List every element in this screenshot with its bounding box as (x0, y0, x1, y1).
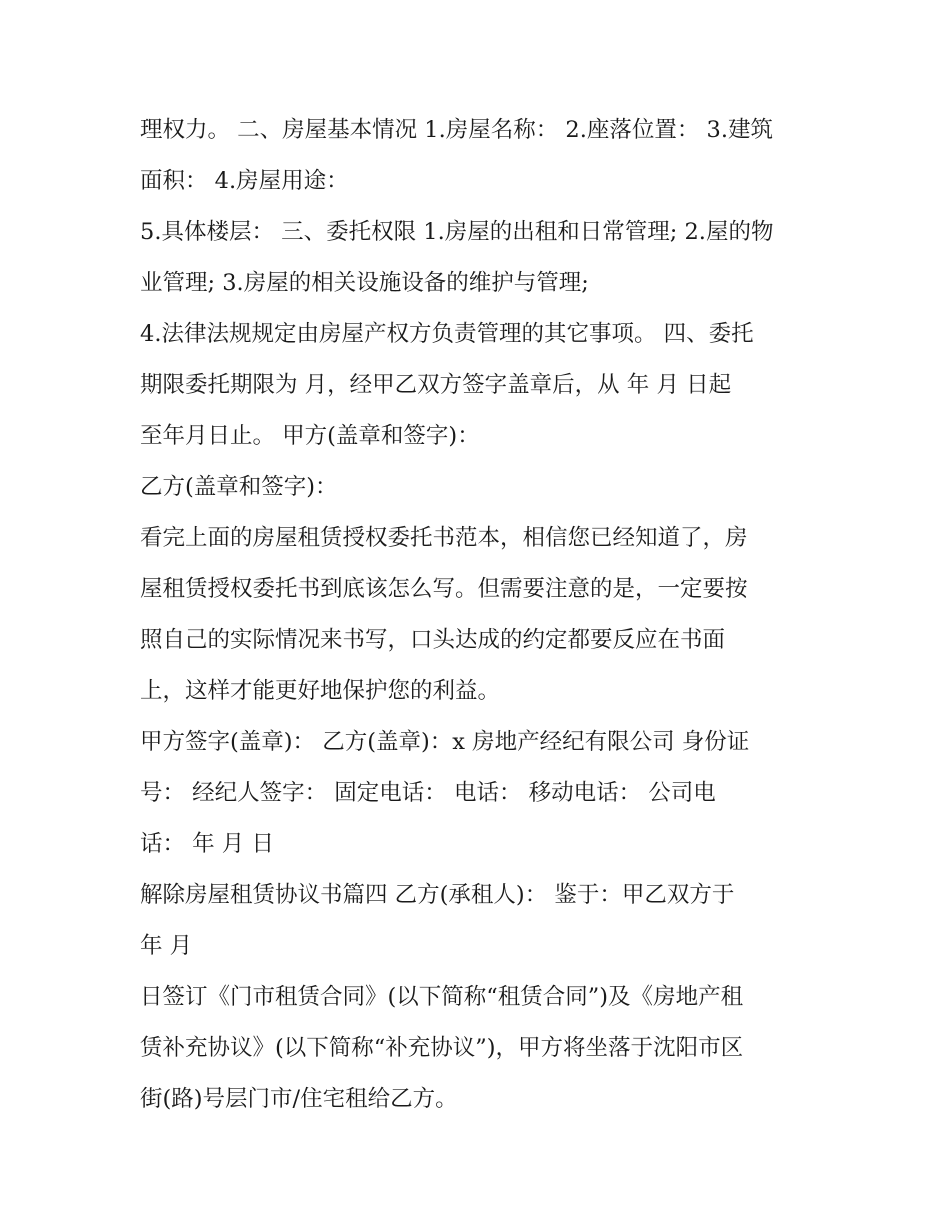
text-line: 至年月日止。 甲方(盖章和签字)： (140, 423, 480, 449)
text-line: 日签订《门市租赁合同》(以下简称“租赁合同”)及《房地产租 (140, 984, 744, 1010)
text-line: 街(路)号层门市/住宅租给乙方。 (140, 1086, 458, 1112)
text-line: 号： 经纪人签字： 固定电话： 电话： 移动电话： 公司电 (140, 780, 716, 806)
text-line: 屋租赁授权委托书到底该怎么写。但需要注意的是，一定要按 (140, 576, 748, 602)
text-line: 5.具体楼层： 三、委托权限 1.房屋的出租和日常管理; 2.屋的物 (140, 219, 774, 245)
text-line: 话： 年 月 日 (140, 831, 274, 857)
text-line: 赁补充协议》(以下简称“补充协议”)，甲方将坐落于沈阳市区 (140, 1035, 744, 1061)
text-line: 照自己的实际情况来书写，口头达成的约定都要反应在书面 (140, 627, 726, 653)
text-line: 甲方签字(盖章)： 乙方(盖章)：x 房地产经纪有限公司 身份证 (140, 729, 750, 755)
text-line: 期限委托期限为 月，经甲乙双方签字盖章后，从 年 月 日起 (140, 372, 732, 398)
text-line: 面积： 4.房屋用途： (140, 168, 349, 194)
text-line: 乙方(盖章和签字)： (140, 474, 338, 500)
text-line: 业管理; 3.房屋的相关设施设备的维护与管理; (140, 270, 589, 296)
text-line: 看完上面的房屋租赁授权委托书范本，相信您已经知道了，房 (140, 525, 748, 551)
text-line: 上，这样才能更好地保护您的利益。 (140, 678, 501, 704)
document-body (140, 105, 820, 1125)
text-line: 4.法律法规规定由房屋产权方负责管理的其它事项。 四、委托 (140, 321, 754, 347)
text-line: 解除房屋租赁协议书篇四 乙方(承租人)： 鉴于：甲乙双方于 (140, 882, 735, 908)
text-line: 年 月 (140, 933, 193, 959)
text-line: 理权力。 二、房屋基本情况 1.房屋名称： 2.座落位置： 3.建筑 (140, 117, 774, 143)
